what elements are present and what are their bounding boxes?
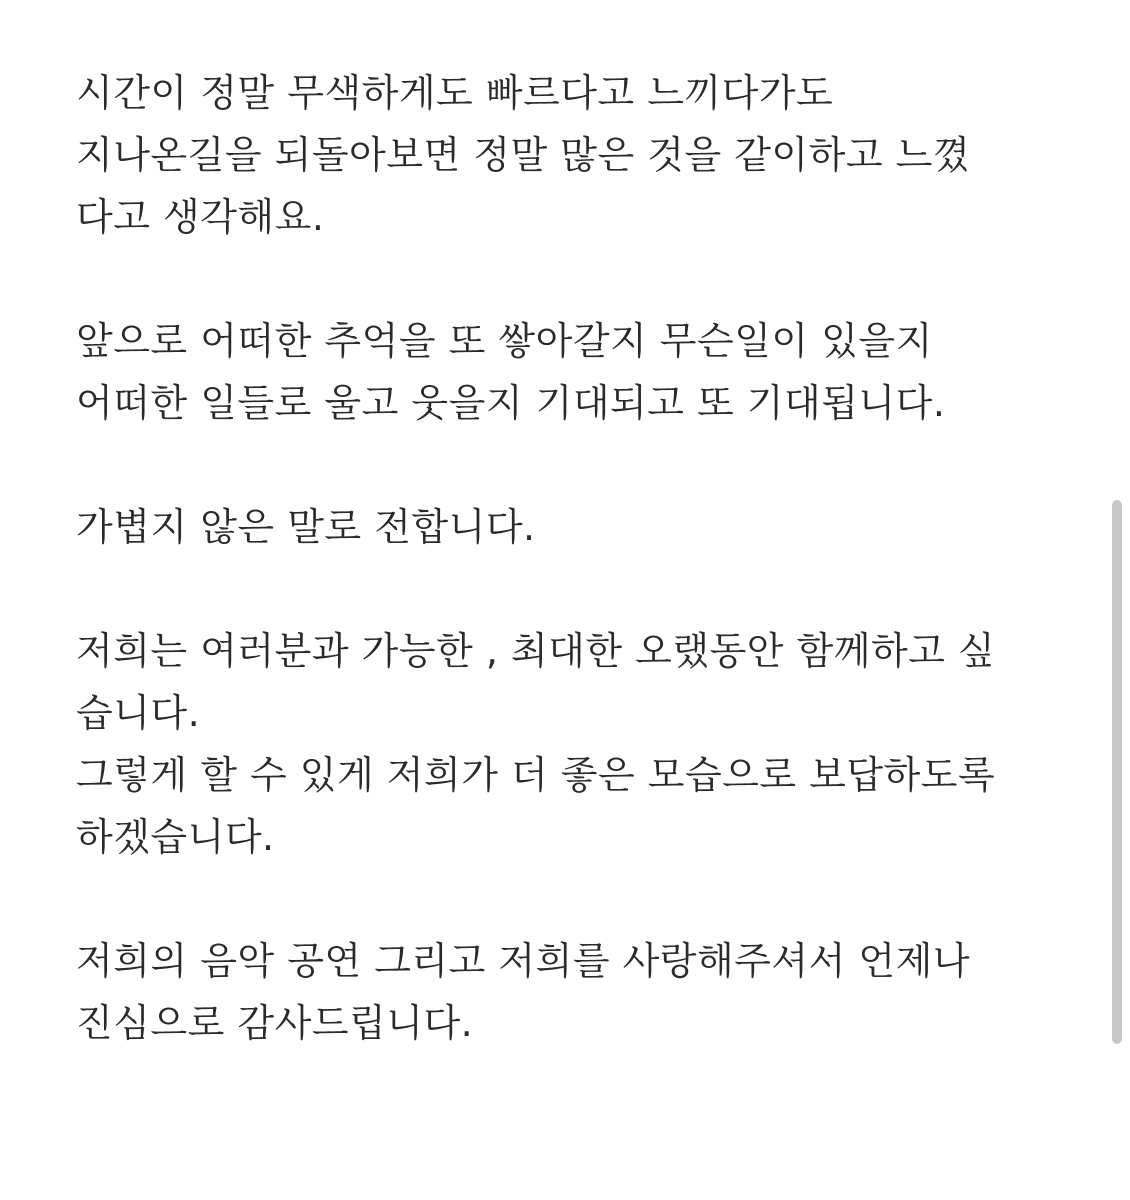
- vertical-scrollbar[interactable]: [1106, 0, 1130, 1200]
- paragraph-gap: [76, 248, 1076, 310]
- text-line: 하겠습니다.: [76, 815, 275, 859]
- text-line: 앞으로 어떠한 추억을 또 쌓아갈지 무슨일이 있을지: [76, 319, 933, 363]
- text-line: 가볍지 않은 말로 전합니다.: [76, 505, 536, 549]
- paragraph: [76, 496, 1076, 558]
- paragraph: [76, 62, 1076, 248]
- letter-text-container: [76, 62, 1076, 1054]
- paragraph-gap: [76, 434, 1076, 496]
- text-line: 다고 생각해요.: [76, 195, 325, 239]
- paragraph: [76, 620, 1076, 868]
- text-line: 저희는 여러분과 가능한 , 최대한 오랬동안 함께하고 싶: [76, 629, 996, 673]
- text-line: 저희의 음악 공연 그리고 저희를 사랑해주셔서 언제나: [76, 939, 971, 983]
- paragraph-gap: [76, 868, 1076, 930]
- scrollbar-thumb[interactable]: [1112, 500, 1122, 1044]
- paragraph: [76, 930, 1076, 1054]
- paragraph-gap: [76, 558, 1076, 620]
- text-line: 습니다.: [76, 691, 201, 735]
- text-line: 진심으로 감사드립니다.: [76, 1001, 474, 1045]
- paragraph: [76, 310, 1076, 434]
- text-line: 그렇게 할 수 있게 저희가 더 좋은 모습으로 보답하도록: [76, 753, 996, 797]
- text-line: 어떠한 일들로 울고 웃을지 기대되고 또 기대됩니다.: [76, 381, 946, 425]
- text-line: 지나온길을 되돌아보면 정말 많은 것을 같이하고 느꼈: [76, 133, 971, 177]
- text-line: 시간이 정말 무색하게도 빠르다고 느끼다가도: [76, 71, 834, 115]
